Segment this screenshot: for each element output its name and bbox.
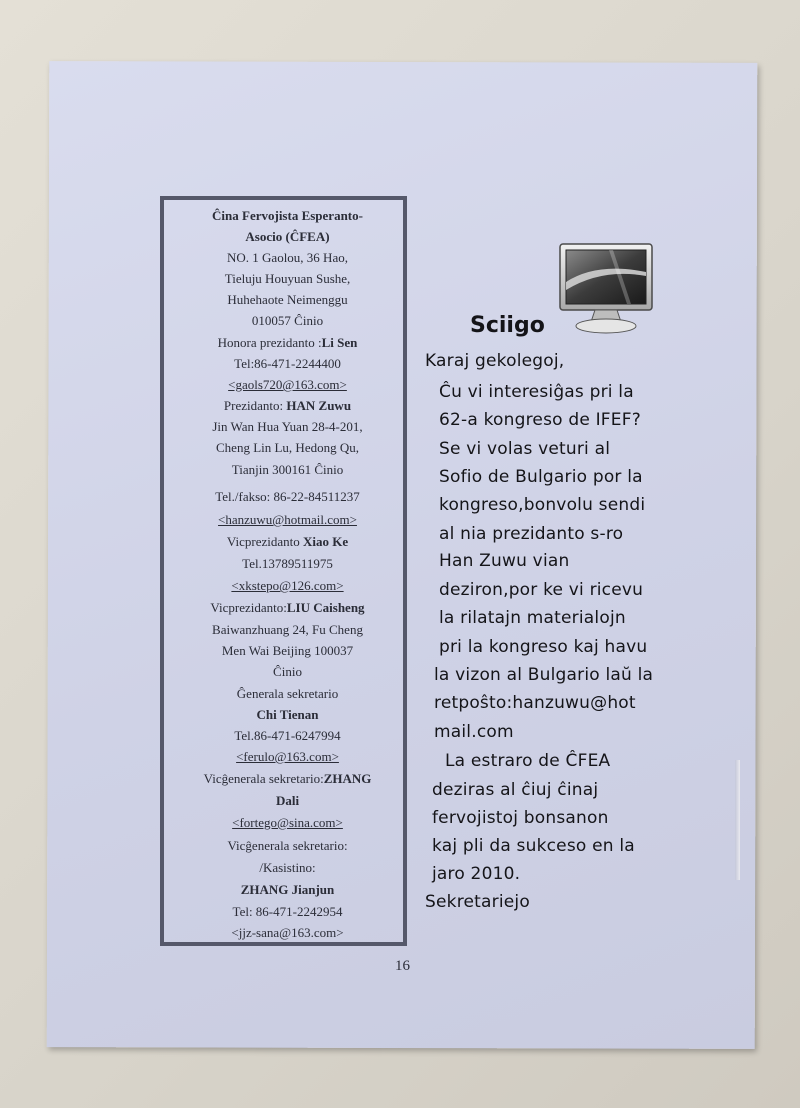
vice-president-phone: Tel.13789511975 bbox=[242, 556, 333, 571]
article-line: Se vi volas veturi al bbox=[439, 439, 611, 459]
vice-president-2-address: Men Wai Beijing 100037 bbox=[221, 643, 354, 658]
secretary-general-name: Chi Tienan bbox=[256, 707, 319, 722]
article-line: deziras al ĉiuj ĉinaj bbox=[432, 780, 599, 800]
president-address: Jin Wan Hua Yuan 28-4-201, bbox=[212, 419, 363, 434]
vice-president-2-address: Ĉinio bbox=[273, 664, 302, 679]
article-line: La estraro de ĈFEA bbox=[445, 751, 611, 771]
article-line: fervojistoj bonsanon bbox=[432, 808, 609, 828]
article-line: kongreso,bonvolu sendi bbox=[439, 495, 646, 515]
vice-secretary-email[interactable]: <fortego@sina.com> bbox=[232, 815, 343, 830]
contact-info-box bbox=[160, 196, 407, 946]
secretary-general-phone: Tel.86-471-6247994 bbox=[234, 728, 341, 743]
article-line: kaj pli da sukceso en la bbox=[432, 836, 635, 856]
vice-secretary-2-label: Vicĝenerala sekretario: bbox=[227, 838, 348, 853]
address-line: NO. 1 Gaolou, 36 Hao, bbox=[227, 250, 348, 265]
vice-secretary-2-email[interactable]: <jjz-sana@163.com> bbox=[231, 925, 344, 940]
president-phone: Tel./fakso: 86-22-84511237 bbox=[215, 489, 360, 504]
article-line: Ĉu vi interesiĝas pri la bbox=[439, 382, 634, 402]
org-name-line1: Ĉina Fervojista Esperanto- bbox=[212, 208, 363, 223]
article-line: mail.com bbox=[434, 722, 514, 742]
treasurer-label: /Kasistino: bbox=[259, 860, 316, 875]
vice-secretary-2-phone: Tel: 86-471-2242954 bbox=[232, 904, 343, 919]
vice-president-2: Vicprezidanto:LIU Caisheng bbox=[210, 600, 365, 615]
vice-secretary-name: Dali bbox=[275, 793, 300, 808]
article-line: 62-a kongreso de IFEF? bbox=[439, 410, 641, 430]
vice-president-email[interactable]: <xkstepo@126.com> bbox=[231, 578, 344, 593]
vice-secretary: Vicĝenerala sekretario:ZHANG bbox=[203, 771, 372, 786]
article-line: Sofio de Bulgario por la bbox=[439, 467, 643, 487]
article-line: la vizon al Bulgario laŭ la bbox=[434, 665, 654, 685]
president-email[interactable]: <hanzuwu@hotmail.com> bbox=[218, 512, 357, 527]
president-address: Cheng Lin Lu, Hedong Qu, bbox=[216, 440, 359, 455]
vice-secretary-2-name: ZHANG Jianjun bbox=[240, 882, 335, 897]
computer-monitor-icon bbox=[557, 242, 655, 338]
article-signature: Sekretariejo bbox=[425, 892, 530, 912]
article-line: Karaj gekolegoj, bbox=[425, 351, 565, 371]
honorary-phone: Tel:86-471-2244400 bbox=[234, 356, 341, 371]
address-line: Tieluju Houyuan Sushe, bbox=[224, 271, 351, 286]
article-line: la rilatajn materialojn bbox=[439, 608, 626, 628]
article-line: jaro 2010. bbox=[432, 864, 521, 884]
vice-president-2-address: Baiwanzhuang 24, Fu Cheng bbox=[212, 622, 363, 637]
article-line: retpoŝto:hanzuwu@hot bbox=[434, 693, 636, 713]
secretary-general-label: Ĝenerala sekretario bbox=[236, 686, 339, 701]
article-line: al nia prezidanto s-ro bbox=[439, 524, 624, 544]
vice-president: Vicprezidanto Xiao Ke bbox=[226, 534, 349, 549]
honorary-email[interactable]: <gaols720@163.com> bbox=[228, 377, 347, 392]
page-edge-shadow bbox=[735, 760, 740, 880]
article-line: Han Zuwu vian bbox=[439, 551, 570, 571]
org-name-line2: Asocio (ĈFEA) bbox=[245, 229, 330, 244]
page-number: 16 bbox=[395, 958, 410, 974]
article-line: pri la kongreso kaj havu bbox=[439, 637, 648, 657]
honorary-president: Honora prezidanto :Li Sen bbox=[217, 335, 358, 350]
president: Prezidanto: HAN Zuwu bbox=[223, 398, 352, 413]
article-line: deziron,por ke vi ricevu bbox=[439, 580, 644, 600]
secretary-general-email[interactable]: <ferulo@163.com> bbox=[236, 749, 339, 764]
president-address: Tianjin 300161 Ĉinio bbox=[231, 462, 344, 477]
address-line: 010057 Ĉinio bbox=[251, 313, 324, 328]
address-line: Huhehaote Neimenggu bbox=[227, 292, 348, 307]
article-title: Sciigo bbox=[470, 313, 545, 338]
